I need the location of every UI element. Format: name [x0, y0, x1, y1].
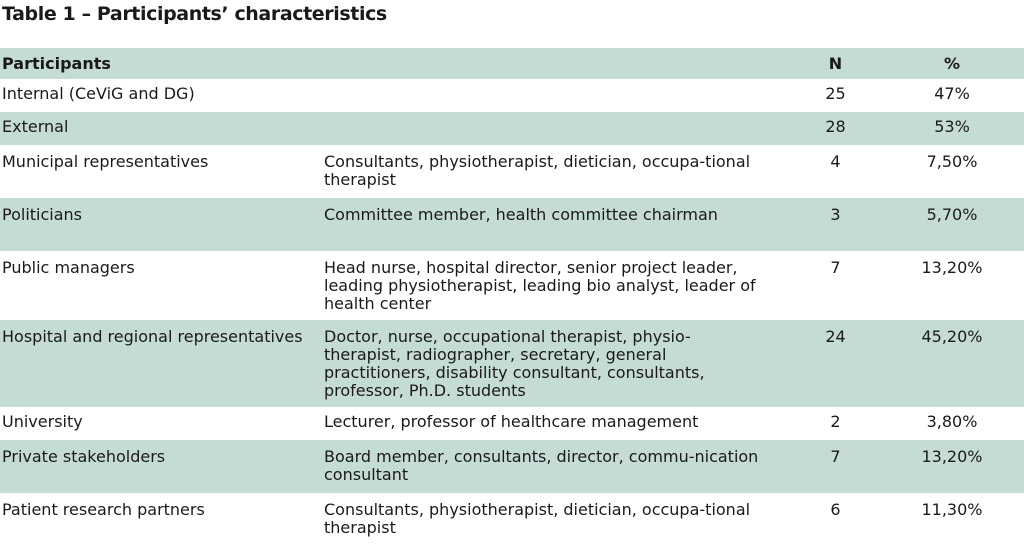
- cell-n: 3: [830, 205, 841, 224]
- cell-n: 2: [830, 412, 841, 431]
- cell-participant: Patient research partners: [2, 500, 205, 519]
- table-row: [0, 251, 1024, 320]
- cell-description: Head nurse, hospital director, senior project leader, leading physiotherapist, leading bio analyst, leader of health center: [324, 258, 756, 313]
- cell-n: 6: [830, 500, 841, 519]
- header-percent: %: [943, 54, 961, 73]
- cell-percent: 45,20%: [921, 327, 983, 346]
- cell-participant: Internal (CeViG and DG): [2, 84, 195, 103]
- cell-n: 25: [825, 84, 846, 103]
- cell-n: 4: [830, 152, 841, 171]
- header-description: [322, 48, 763, 79]
- cell-description: [322, 112, 763, 145]
- cell-description: Lecturer, professor of healthcare management: [324, 412, 699, 431]
- cell-participant: Private stakeholders: [2, 447, 166, 466]
- cell-description: Consultants, physiotherapist, dietician, occupa-tional therapist: [324, 152, 751, 189]
- cell-percent: 47%: [934, 84, 970, 103]
- cell-participant: Municipal representatives: [2, 152, 209, 171]
- table-row: [0, 493, 1024, 546]
- header-participants: Participants: [2, 54, 111, 73]
- table-row: [0, 145, 1024, 198]
- cell-n: 24: [825, 327, 846, 346]
- table-title: Table 1 – Participants’ characteristics: [2, 3, 387, 25]
- cell-description: Doctor, nurse, occupational therapist, physio-therapist, radiographer, secretary, general practitioners, disability consultant, consultants, professor, Ph.D. students: [324, 327, 705, 400]
- cell-description: Committee member, health committee chairman: [324, 205, 718, 224]
- cell-percent: 7,50%: [926, 152, 978, 171]
- cell-participant: University: [2, 412, 83, 431]
- cell-description: Board member, consultants, director, commu-nication consultant: [324, 447, 759, 484]
- cell-percent: 3,80%: [926, 412, 978, 431]
- cell-participant: Hospital and regional representatives: [2, 327, 303, 346]
- table-row: [0, 407, 1024, 440]
- cell-participant: Politicians: [2, 205, 82, 224]
- cell-n: 7: [830, 447, 841, 466]
- table-row: [0, 112, 1024, 145]
- cell-description: [322, 79, 763, 112]
- cell-percent: 13,20%: [921, 447, 983, 466]
- cell-participant: Public managers: [2, 258, 135, 277]
- cell-percent: 13,20%: [921, 258, 983, 277]
- table-row: [0, 79, 1024, 112]
- cell-percent: 53%: [934, 117, 970, 136]
- table-header-row: [0, 48, 1024, 79]
- participants-table: [0, 48, 1024, 546]
- cell-description: Consultants, physiotherapist, dietician, occupa-tional therapist: [324, 500, 751, 537]
- table-row: [0, 440, 1024, 493]
- table-row: [0, 320, 1024, 407]
- cell-percent: 11,30%: [921, 500, 983, 519]
- cell-participant: External: [2, 117, 69, 136]
- cell-n: 28: [825, 117, 846, 136]
- table-row: [0, 198, 1024, 251]
- cell-percent: 5,70%: [926, 205, 978, 224]
- header-n: N: [828, 54, 843, 73]
- cell-n: 7: [830, 258, 841, 277]
